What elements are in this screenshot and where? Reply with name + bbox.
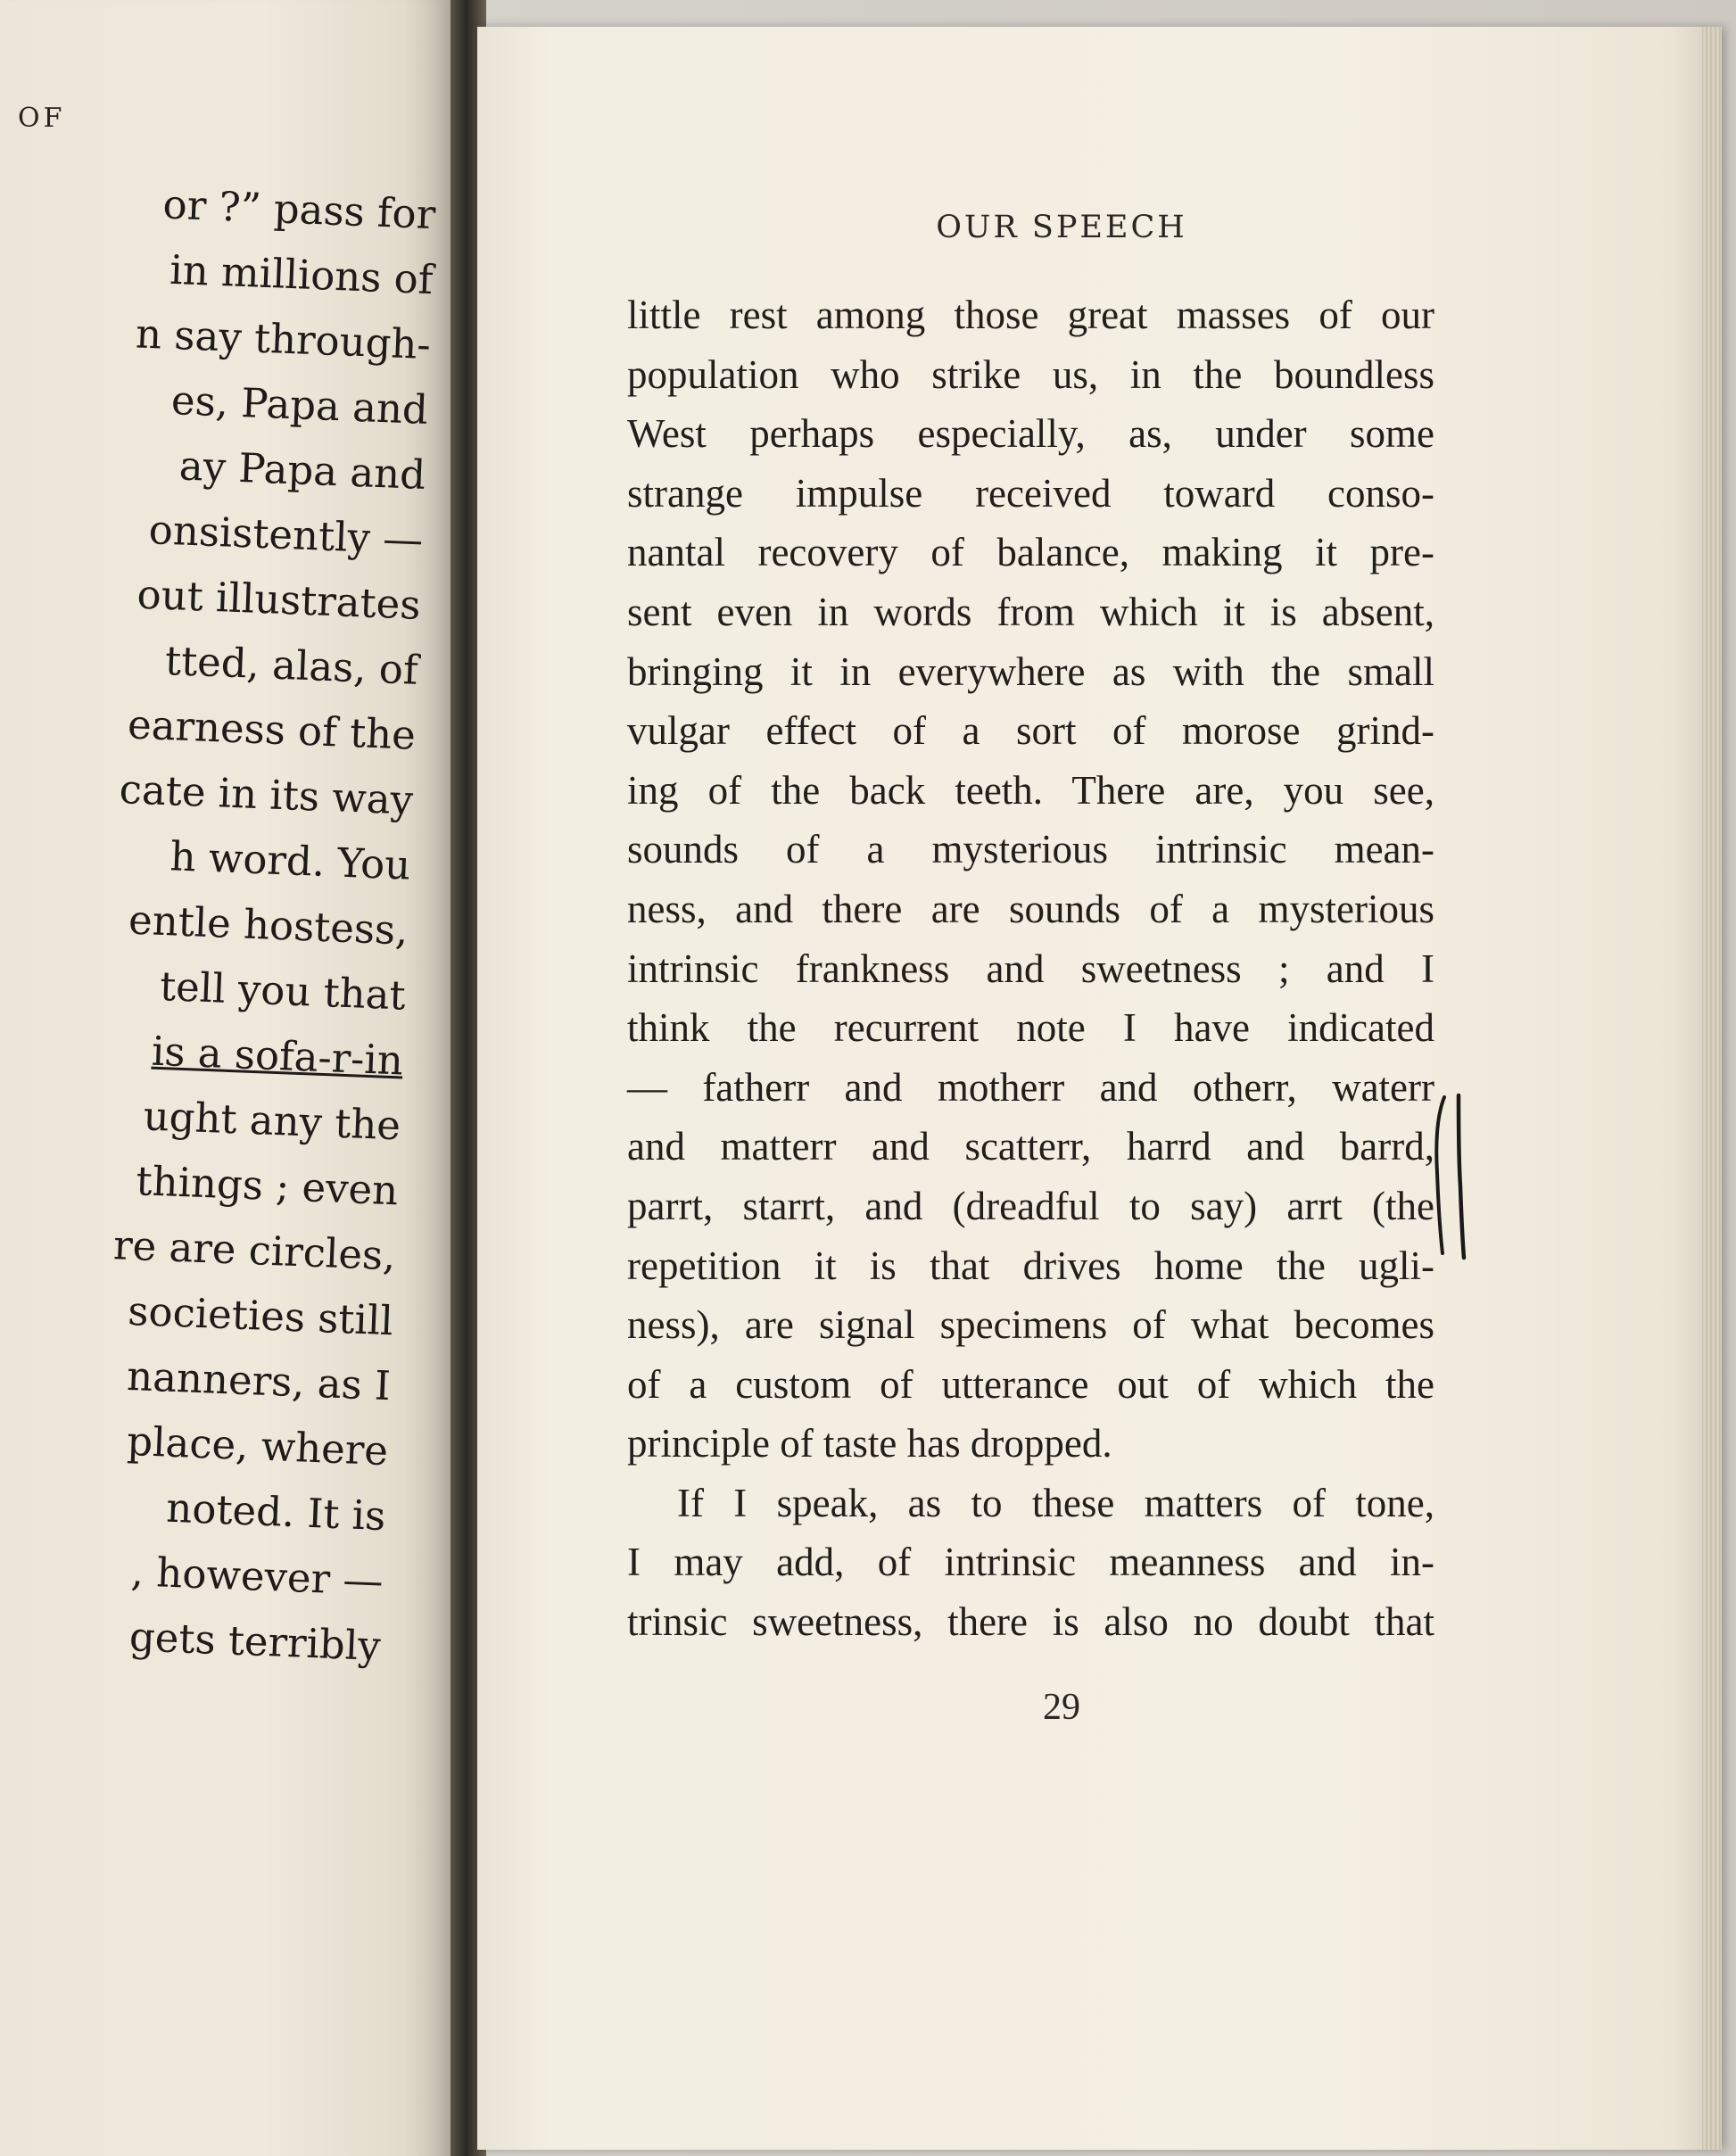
text-line: I may add, of intrinsic meanness and in-: [627, 1540, 1434, 1585]
text-line: population who strike us, in the boundless: [627, 351, 1434, 397]
text-line: vulgar effect of a sort of morose grind-: [627, 708, 1434, 754]
left-line: tell you that: [159, 962, 407, 1020]
text-line: ness), are signal specimens of what becomes: [627, 1302, 1434, 1348]
left-line: onsistently —: [147, 506, 425, 564]
left-line: nanners, as I: [126, 1351, 392, 1410]
text-line: West perhaps especially, as, under some: [627, 411, 1434, 457]
page-number: 29: [1043, 1687, 1080, 1728]
left-line: n say through-: [135, 310, 432, 369]
text-line: and matterr and scatterr, harrd and barrd,: [627, 1124, 1434, 1169]
text-line: sent even in words from which it is absent,: [627, 589, 1434, 634]
text-line: bringing it in everywhere as with the small: [627, 648, 1434, 694]
text-line: sounds of a mysterious intrinsic mean-: [627, 827, 1434, 872]
left-line: societies still: [127, 1286, 394, 1345]
handwritten-margin-mark-icon: [1432, 1088, 1476, 1267]
left-line: , however —: [129, 1548, 384, 1606]
left-line: things ; even: [135, 1157, 400, 1215]
left-line: cate in its way: [118, 765, 415, 824]
left-line: ught any the: [142, 1092, 402, 1150]
text-line: ness, and there are sounds of a mysterious: [627, 886, 1434, 931]
left-line: or ?” pass for: [161, 180, 437, 239]
left-text-block: [0, 165, 455, 1680]
left-line: gets terribly: [128, 1613, 382, 1670]
left-line: tted, alas, of: [164, 636, 419, 694]
right-page: [477, 27, 1722, 2150]
left-line: re are circles,: [112, 1221, 397, 1280]
text-line: think the recurrent note I have indicated: [627, 1005, 1434, 1051]
left-line: noted. It is: [165, 1483, 387, 1541]
text-line: strange impulse received toward conso-: [627, 470, 1434, 516]
text-line: of a custom of utterance out of which the: [627, 1361, 1434, 1407]
left-line: ay Papa and: [178, 442, 427, 499]
left-running-head: OF: [18, 103, 66, 134]
left-line: out illustrates: [136, 570, 422, 629]
left-line: earness of the: [127, 700, 417, 759]
text-line: intrinsic frankness and sweetness ; and I: [627, 946, 1434, 991]
text-line: principle of taste has dropped.: [627, 1421, 1112, 1466]
left-line: place, where: [126, 1417, 390, 1475]
text-line: — fatherr and motherr and otherr, waterr: [627, 1064, 1434, 1110]
text-line: If I speak, as to these matters of tone,: [677, 1480, 1434, 1525]
left-page: [0, 0, 464, 2156]
left-line: in millions of: [169, 245, 434, 304]
text-line: nantal recovery of balance, making it pre-: [627, 530, 1434, 575]
running-head: OUR SPEECH: [936, 210, 1187, 245]
left-line: entle hostess,: [128, 896, 409, 954]
text-line: ing of the back teeth. There are, you see,: [627, 767, 1434, 813]
left-line: h word. You: [169, 832, 412, 889]
text-line: trinsic sweetness, there is also no doubt that: [627, 1599, 1434, 1645]
page-edges: [1702, 27, 1722, 2150]
body-text: [627, 285, 1434, 1652]
left-line-underlined: is a sofa-r-in: [151, 1027, 404, 1085]
text-line: little rest among those great masses of our: [627, 293, 1434, 337]
text-line: repetition it is that drives home the ugli-: [627, 1243, 1434, 1288]
left-line: es, Papa and: [170, 376, 429, 434]
text-line: parrt, starrt, and (dreadful to say) arrt (the: [627, 1183, 1434, 1228]
